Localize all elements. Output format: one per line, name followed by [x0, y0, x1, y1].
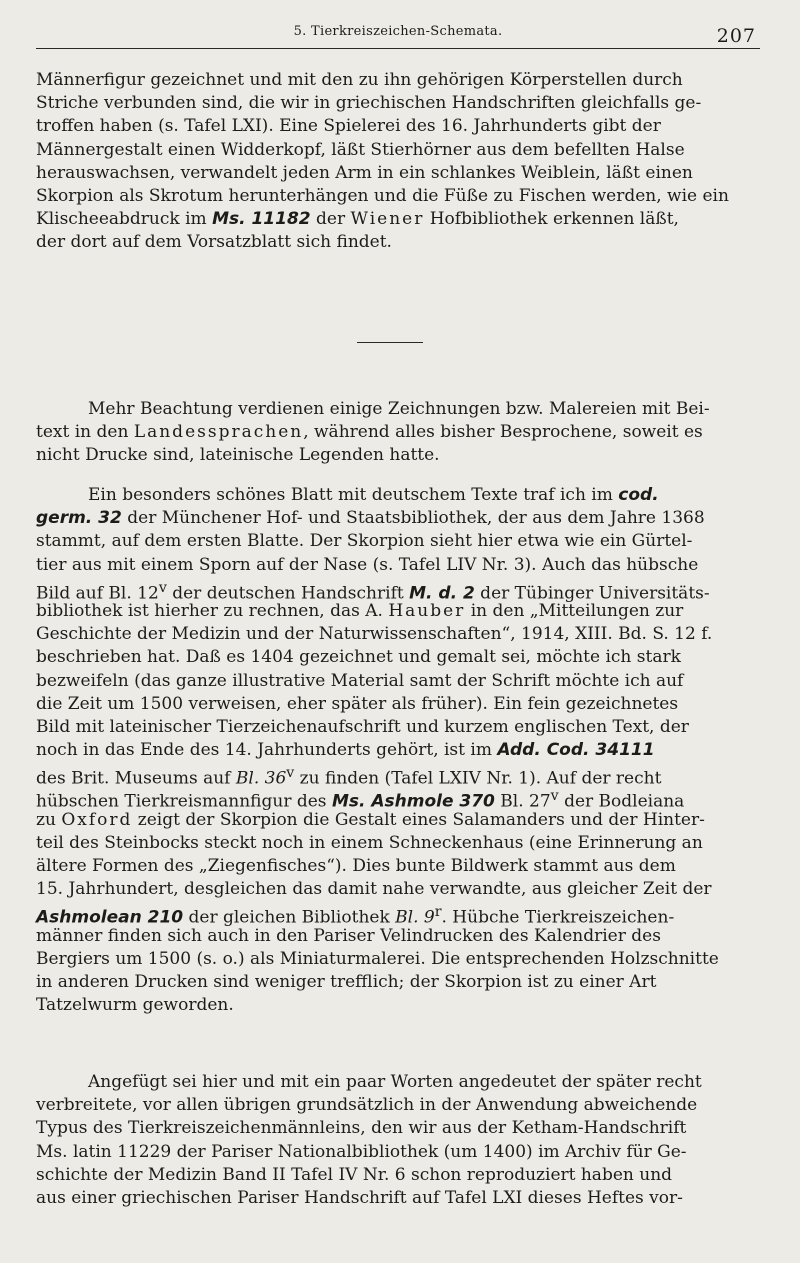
text-line: Striche verbunden sind, die wir in griechischen Handschriften gleichfalls ge- [36, 93, 702, 114]
text-line [36, 901, 762, 929]
manuscript-signature: Ms. 11182 [212, 209, 311, 230]
text-line [36, 421, 762, 444]
text-run: Hofbibliothek erkennen läßt, [424, 209, 679, 230]
spaced-name: Wiener [350, 209, 425, 230]
text-line: der dort auf dem Vorsatzblatt sich findet. [36, 232, 392, 253]
text-line: Mehr Beachtung verdienen einige Zeichnungen bzw. Malereien mit Bei- [88, 399, 710, 419]
text-line: die Zeit um 1500 verweisen, eher später als früher). Ein fein gezeichnetes [36, 693, 679, 714]
text-line: stammt, auf dem ersten Blatte. Der Skorpion sieht hier etwa wie ein Gürtel- [36, 531, 693, 552]
text-line: Ms. latin 11229 der Pariser Nationalbibliothek (um 1400) im Archiv für Ge- [36, 1141, 687, 1162]
text-run: in den „Mitteilungen zur [465, 600, 684, 621]
text-line: bezweifeln (das ganze illustrative Material samt der Schrift möchte ich auf [36, 670, 684, 691]
text-line: nicht Drucke sind, lateinische Legenden hatte. [36, 445, 440, 466]
text-run: Klischeeabdruck im [36, 209, 213, 230]
text-line: männer finden sich auch in den Pariser Velindrucken des Kalendrier des [36, 925, 661, 946]
paragraph-4 [36, 1071, 762, 1210]
text-line: Bergiers um 1500 (s. o.) als Miniaturmalerei. Die entsprechenden Holzschnitte [36, 948, 719, 969]
spaced-term: Landessprachen [133, 422, 304, 443]
text-line [36, 484, 762, 507]
text-line: Männerfigur gezeichnet und mit den zu ihn gehörigen Körperstellen durch [36, 70, 683, 90]
text-run: Bild auf Bl. 12 [36, 583, 159, 604]
running-head [36, 18, 760, 49]
text-line [36, 762, 762, 789]
text-line: ältere Formen des „Ziegenfisches“). Dies bunte Bildwerk stammt aus dem [36, 856, 676, 876]
text-line [36, 739, 762, 762]
text-line: 15. Jahrhundert, desgleichen das damit nahe verwandte, aus gleicher Zeit der [36, 879, 712, 900]
spaced-name: Hauber [388, 600, 466, 621]
text-run: zeigt der Skorpion die Gestalt eines Salamanders und der Hinter- [132, 809, 705, 830]
text-line: Geschichte der Medizin und der Naturwissenschaften“, 1914, XIII. Bd. S. 12 f. [36, 624, 713, 645]
superscript: v [158, 579, 167, 596]
folio-reference: Bl. 9 [395, 908, 435, 929]
text-run: . Hübche Tierkreiszeichen- [441, 908, 675, 929]
text-line: aus einer griechischen Pariser Handschrift auf Tafel LXI dieses Heftes vor- [36, 1187, 683, 1208]
text-line: troffen haben (s. Tafel LXI). Eine Spielerei des 16. Jahrhunderts gibt der [36, 116, 661, 137]
text-line: Skorpion als Skrotum herunterhängen und die Füße zu Fischen werden, wie ein [36, 185, 729, 206]
superscript: v [286, 765, 295, 782]
text-line [36, 507, 762, 530]
text-run: bibliothek ist hierher zu rechnen, das A. [36, 600, 389, 621]
text-line [36, 577, 762, 604]
text-run: der deutschen Handschrift [166, 583, 410, 604]
manuscript-signature: Add. Cod. 34111 [497, 740, 655, 761]
text-run: der gleichen Bibliothek [183, 908, 396, 929]
text-line [36, 785, 762, 813]
folio-reference: Bl. 36 [235, 768, 287, 789]
text-line: teil des Steinbocks steckt noch in einem Schneckenhaus (eine Erinnerung an [36, 832, 703, 853]
text-run: Bl. 27 [494, 792, 551, 813]
text-line: schichte der Medizin Band II Tafel IV Nr. 6 schon reproduziert haben und [36, 1164, 673, 1185]
section-divider [357, 342, 423, 343]
paragraph-1 [36, 69, 762, 255]
text-run: zu [36, 809, 62, 830]
text-run: des Brit. Museums auf [36, 768, 236, 789]
text-line: Männergestalt einen Widderkopf, läßt Stierhörner aus dem befellten Halse [36, 139, 685, 160]
text-run: zu finden (Tafel LXIV Nr. 1). Auf der recht [294, 768, 662, 789]
text-line: in anderen Drucken sind weniger trefflich; der Skorpion ist zu einer Art [36, 971, 657, 992]
manuscript-signature: M. d. 2 [409, 583, 475, 604]
text-line [36, 600, 762, 623]
page-number: 207 [716, 25, 756, 47]
text-line: beschrieben hat. Daß es 1404 gezeichnet und gemalt sei, möchte ich stark [36, 647, 681, 668]
manuscript-signature: cod. [618, 485, 659, 505]
paragraph-2 [36, 398, 762, 468]
text-run: hübschen Tierkreismannfigur des [36, 792, 332, 813]
text-run: der [310, 209, 351, 230]
text-run: der Tübinger Universitäts- [474, 583, 710, 604]
text-run: der Münchener Hof- und Staatsbibliothek, der aus dem Jahre 1368 [121, 508, 705, 529]
manuscript-signature: germ. 32 [36, 508, 122, 529]
paragraph-3 [36, 484, 762, 1017]
text-line [36, 809, 762, 832]
text-line: Typus des Tierkreiszeichenmännleins, den wir aus der Ketham-Handschrift [36, 1118, 687, 1139]
text-line: tier aus mit einem Sporn auf der Nase (s. Tafel LIV Nr. 3). Auch das hübsche [36, 554, 699, 575]
text-line: Tatzelwurm geworden. [36, 995, 234, 1016]
manuscript-signature: Ms. Ashmole 370 [331, 792, 495, 813]
spaced-name: Oxford [61, 809, 133, 830]
text-line [36, 208, 762, 231]
text-run: Ein besonders schönes Blatt mit deutschem Texte traf ich im [88, 485, 619, 505]
text-run: noch in das Ende des 14. Jahrhunderts gehört, ist im [36, 740, 498, 761]
text-line: verbreitete, vor allen übrigen grundsätzlich in der Anwendung abweichende [36, 1095, 698, 1116]
running-title: 5. Tierkreiszeichen-Schemata. [293, 24, 503, 39]
manuscript-signature: Ashmolean 210 [36, 908, 184, 929]
text-run: text in den [36, 422, 134, 443]
text-run: der Bodleiana [558, 792, 685, 813]
text-line: Angefügt sei hier und mit ein paar Worten angedeutet der später recht [88, 1072, 702, 1092]
text-line: Bild mit lateinischer Tierzeichenaufschrift und kurzem englischen Text, der [36, 716, 689, 737]
superscript: r [434, 904, 442, 921]
text-run: , während alles bisher Besprochene, soweit es [303, 422, 703, 443]
superscript: v [550, 788, 559, 805]
text-line: herauswachsen, verwandelt jeden Arm in ein schlankes Weiblein, läßt einen [36, 162, 693, 183]
